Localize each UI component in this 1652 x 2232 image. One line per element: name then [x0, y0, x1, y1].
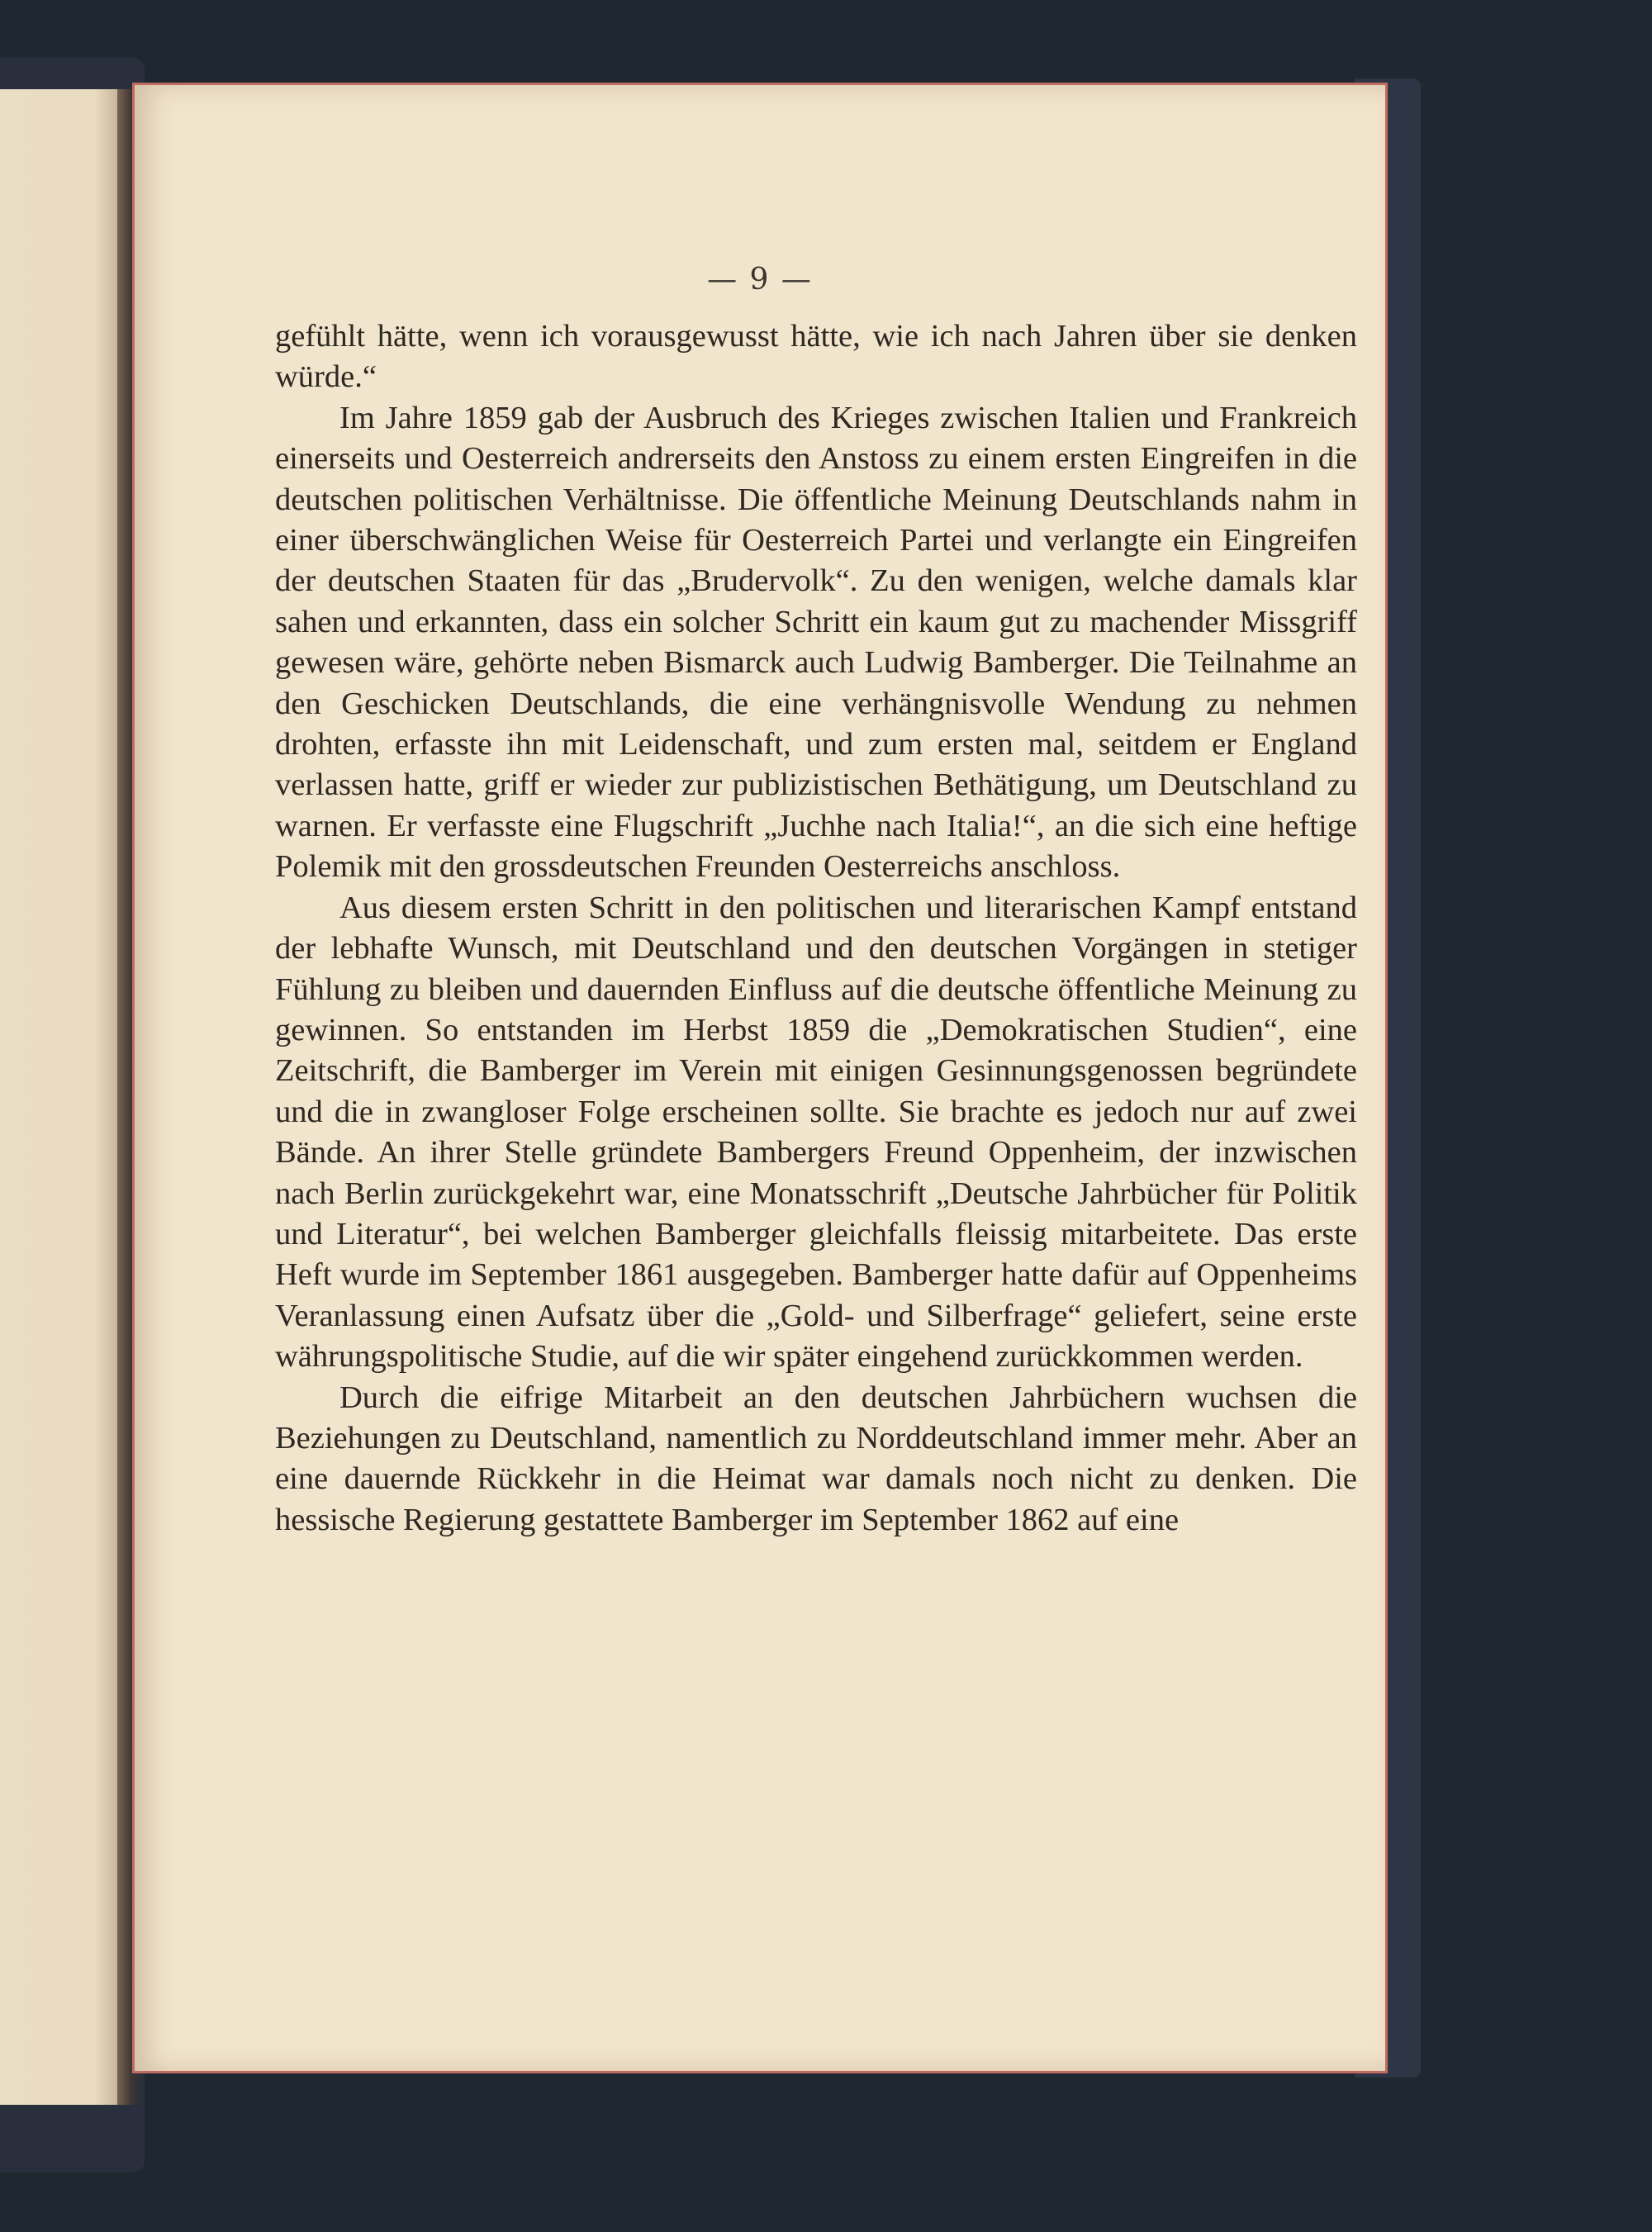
- paragraph: gefühlt hätte, wenn ich vorausgewusst hätte, wie ich nach Jahren über sie denken würde.“: [275, 319, 1357, 395]
- paragraph: Aus diesem ersten Schritt in den politischen und literarischen Kampf entstand der lebhafte Wunsch, mit Deutschland und den deutschen Vorgängen in stetiger Fühlung zu bleiben und dauernden Einfluss auf die deutsche öffentliche Meinung zu gewinnen. So entstanden im Herbst 1859 die „Demokratischen Studien“, eine Zeitschrift, die Bamberger im Verein mit einigen Gesinnungsgenossen begründete und die in zwangloser Folge erscheinen sollte. Sie brachte es jedoch nur auf zwei Bände. An ihrer Stelle gründete Bambergers Freund Oppenheim, der inzwischen nach Berlin zurückgekehrt war, eine Monatsschrift „Deutsche Jahrbücher für Politik und Literatur“, bei welchen Bamberger gleichfalls fleissig mitarbeitete. Das erste Heft wurde im September 1861 ausgegeben. Bamberger hatte dafür auf Oppenheims Veranlassung einen Aufsatz über die „Gold- und Silberfrage“ geliefert, seine erste währungspolitische Studie, auf die wir später eingehend zurückkommen werden.: [275, 890, 1357, 1375]
- paragraph: Durch die eifrige Mitarbeit an den deutschen Jahrbüchern wuchsen die Beziehungen zu Deutschland, namentlich zu Norddeutschland immer mehr. Aber an eine dauernde Rückkehr in die Heimat war damals noch nicht zu denken. Die hessische Regierung gestattete Bamberger im September 1862 auf eine: [275, 1380, 1357, 1537]
- book-page: [132, 83, 1388, 2073]
- previous-page-edge: [0, 89, 121, 2105]
- page-number: — 9 —: [707, 263, 813, 297]
- page-body: [275, 316, 1357, 1541]
- paragraph: Im Jahre 1859 gab der Ausbruch des Krieges zwischen Italien und Frankreich einerseits und Oesterreich andrerseits den Anstoss zu einem ersten Eingreifen in die deutschen politischen Verhältnisse. Die öffentliche Meinung Deutschlands nahm in einer überschwänglichen Weise für Oesterreich Partei und verlangte ein Eingreifen der deutschen Staaten für das „Brudervolk“. Zu den wenigen, welche damals klar sahen und erkannten, dass ein solcher Schritt ein kaum gut zu machender Missgriff gewesen wäre, gehörte neben Bismarck auch Ludwig Bamberger. Die Teilnahme an den Geschicken Deutschlands, die eine verhängnisvolle Wendung zu nehmen drohten, erfasste ihn mit Leidenschaft, und zum ersten mal, seitdem er England verlassen hatte, griff er wieder zur publizistischen Bethätigung, um Deutschland zu warnen. Er verfasste eine Flugschrift „Juchhe nach Italia!“, an die sich eine heftige Polemik mit den grossdeutschen Freunden Oesterreichs anschloss.: [275, 400, 1357, 885]
